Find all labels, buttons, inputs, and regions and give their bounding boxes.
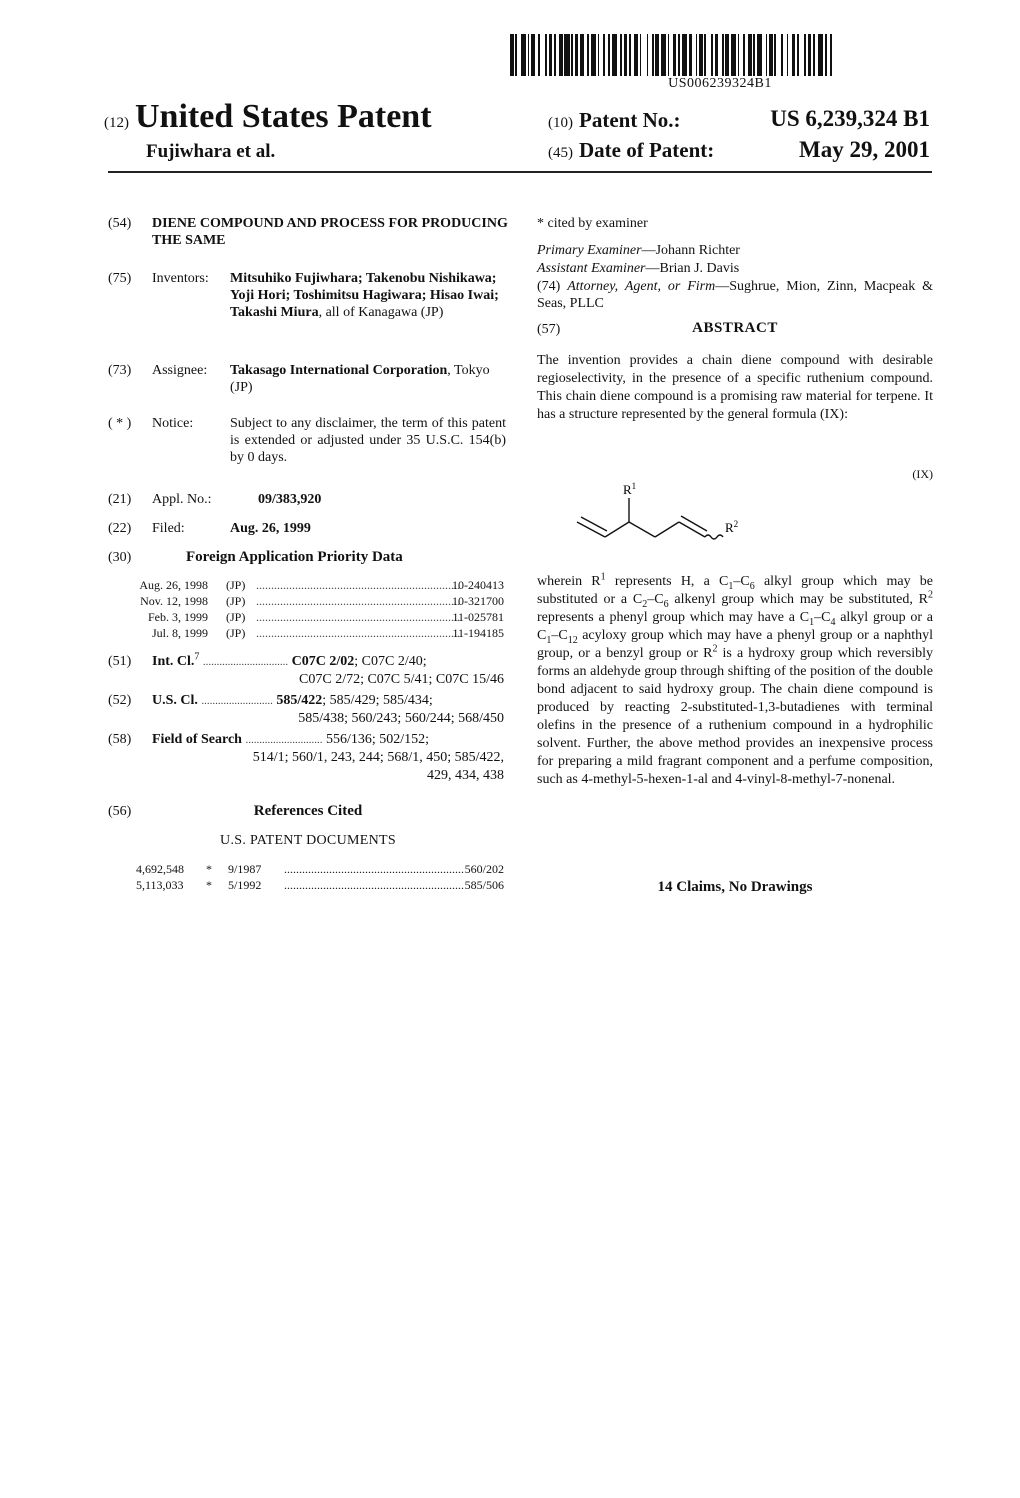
reference-row bbox=[108, 861, 508, 877]
date-label-text: Date of Patent: bbox=[579, 138, 715, 162]
barcode-bar bbox=[766, 34, 768, 76]
us-cl-rest1: ; 585/429; 585/434; bbox=[322, 693, 433, 708]
priority-country: (JP) bbox=[226, 626, 246, 640]
attorney bbox=[537, 278, 933, 312]
leader-dots: .................................................................... bbox=[256, 578, 460, 592]
p2-b: represents H, a C bbox=[605, 574, 729, 589]
sub-c1b: 1 bbox=[809, 616, 815, 628]
barcode-bar bbox=[668, 34, 670, 76]
leader-dots: .................................................................... bbox=[256, 610, 460, 624]
priority-row bbox=[108, 593, 508, 609]
search-rest2: 514/1; 560/1, 243, 244; 568/1, 450; 585/422, bbox=[252, 750, 504, 765]
cited-note: * cited by examiner bbox=[537, 216, 648, 231]
p2-c2: –C bbox=[647, 592, 664, 607]
barcode-bar bbox=[722, 34, 724, 76]
invention-title: DIENE COMPOUND AND PROCESS FOR PRODUCING THE SAME bbox=[152, 216, 508, 248]
barcode-bar bbox=[559, 34, 563, 76]
barcode-bar bbox=[531, 34, 535, 76]
p2-c4: –C bbox=[551, 628, 568, 643]
leader-dots: .................................................................... bbox=[256, 594, 460, 608]
barcode-bar bbox=[738, 34, 740, 76]
barcode-bar bbox=[753, 34, 755, 76]
priority-title: Foreign Application Priority Data bbox=[186, 549, 403, 565]
barcode-bar bbox=[571, 34, 573, 76]
barcode-bar bbox=[647, 34, 649, 76]
barcode-bar bbox=[804, 34, 806, 76]
attorney-name: —Sughrue, Mion, Zinn, Macpeak & Seas, PLLC bbox=[537, 279, 933, 311]
ref-name: ............................................................ bbox=[284, 878, 464, 892]
assignee-location: , Tokyo (JP) bbox=[230, 363, 490, 395]
p2-d: alkyl group which may be substituted or a C bbox=[537, 574, 933, 607]
assignee-name: Takasago International Corporation bbox=[230, 363, 448, 378]
inventors-text bbox=[230, 270, 506, 321]
code-57: (57) bbox=[537, 322, 561, 337]
barcode-bar bbox=[797, 34, 799, 76]
abstract-paragraph-2 bbox=[537, 573, 933, 789]
ref-class: 560/202 bbox=[464, 862, 504, 876]
ref-date: 9/1987 bbox=[228, 862, 262, 876]
reference-row bbox=[108, 877, 508, 893]
code-30: (30) bbox=[108, 550, 132, 565]
barcode-bar bbox=[564, 34, 569, 76]
inventors-label: Inventors: bbox=[152, 271, 209, 286]
appl-no-value: 09/383,920 bbox=[258, 492, 322, 507]
sub-c6b: 6 bbox=[663, 598, 669, 610]
p2-c3: –C bbox=[814, 610, 831, 625]
code-45: (45) bbox=[548, 145, 573, 161]
int-cl-label: Int. Cl. bbox=[152, 654, 195, 669]
patent-number-value: US 6,239,324 B1 bbox=[770, 106, 930, 131]
int-cl-rest1: ; C07C 2/40; bbox=[354, 654, 427, 669]
ref-date: 5/1992 bbox=[228, 878, 262, 892]
us-cl-label: U.S. Cl. bbox=[152, 693, 198, 708]
sub-c1c: 1 bbox=[546, 634, 552, 646]
claims-summary: 14 Claims, No Drawings bbox=[657, 879, 813, 895]
filed-label: Filed: bbox=[152, 521, 185, 536]
barcode-bar bbox=[781, 34, 783, 76]
barcode-bar bbox=[655, 34, 659, 76]
barcode-bar bbox=[598, 34, 600, 76]
barcode-bar bbox=[538, 34, 540, 76]
primary-name: —Johann Richter bbox=[641, 243, 740, 258]
assignee-text bbox=[230, 362, 506, 396]
sub-c2: 2 bbox=[642, 598, 648, 610]
sub-c12: 12 bbox=[567, 634, 578, 646]
bond-5 bbox=[679, 522, 705, 537]
primary-examiner bbox=[537, 242, 933, 259]
authors: Fujiwhara et al. bbox=[146, 141, 276, 162]
barcode-bar bbox=[743, 34, 745, 76]
abstract-title: ABSTRACT bbox=[692, 320, 778, 336]
p2-e: alkenyl group which may be substituted, R bbox=[668, 592, 928, 607]
code-74: (74) bbox=[537, 279, 561, 294]
barcode-bar bbox=[528, 34, 530, 76]
abstract-paragraph-1: The invention provides a chain diene compound with desirable regioselectivity, in the presence of a specific ruthenium compound. This chain diene compound is a promising raw material for terpene. It has a structure represented by the general formula (IX): bbox=[537, 353, 933, 422]
p2-c: –C bbox=[733, 574, 750, 589]
ref-name: ............................................................ bbox=[284, 862, 464, 876]
filed-value: Aug. 26, 1999 bbox=[230, 521, 311, 536]
barcode-bar bbox=[624, 34, 628, 76]
priority-number: 11-025781 bbox=[452, 610, 504, 624]
barcode-bar bbox=[620, 34, 622, 76]
assistant-examiner bbox=[537, 260, 933, 277]
barcode-bar bbox=[640, 34, 642, 76]
us-cl-dots: .......................... bbox=[201, 695, 273, 707]
barcode-bar bbox=[678, 34, 680, 76]
search-label: Field of Search bbox=[152, 732, 242, 747]
search-rest3: 429, 434, 438 bbox=[427, 768, 504, 783]
int-cl-sup: 7 bbox=[194, 651, 200, 663]
sup-r2: 2 bbox=[928, 589, 933, 601]
title-text: United States Patent bbox=[135, 98, 432, 135]
int-cl-line1 bbox=[152, 653, 504, 671]
barcode-bar bbox=[591, 34, 596, 76]
code-51: (51) bbox=[108, 654, 132, 669]
barcode-bar bbox=[818, 34, 823, 76]
sub-c1: 1 bbox=[728, 580, 734, 592]
priority-country: (JP) bbox=[226, 610, 246, 624]
int-cl-rest2: C07C 2/72; C07C 5/41; C07C 15/46 bbox=[299, 672, 504, 687]
patent-type-title bbox=[104, 98, 432, 136]
search-dots: ............................ bbox=[245, 734, 323, 746]
leader-dots: .................................................................... bbox=[256, 626, 460, 640]
barcode-bar bbox=[634, 34, 638, 76]
priority-number: 11-194185 bbox=[452, 626, 504, 640]
priority-row bbox=[108, 609, 508, 625]
code-52: (52) bbox=[108, 693, 132, 708]
code-75: (75) bbox=[108, 271, 132, 286]
search-line1 bbox=[152, 731, 504, 749]
priority-row bbox=[108, 625, 508, 641]
date-value: May 29, 2001 bbox=[799, 137, 930, 162]
references-title: References Cited bbox=[253, 803, 363, 819]
priority-number: 10-240413 bbox=[452, 578, 504, 592]
barcode-bar bbox=[629, 34, 631, 76]
sup-r2b: 2 bbox=[712, 643, 718, 655]
references-subtitle: U.S. PATENT DOCUMENTS bbox=[220, 833, 396, 848]
sub-c6: 6 bbox=[749, 580, 755, 592]
int-cl-main: C07C 2/02 bbox=[291, 654, 355, 669]
r2-label: $R^2$ bbox=[725, 519, 739, 535]
int-cl-dots: ............................... bbox=[202, 656, 289, 668]
patent-no-label-text: Patent No.: bbox=[579, 108, 681, 132]
notice-text: Subject to any disclaimer, the term of this patent is extended or adjusted under 35 U.S.C. 154(b) by 0 days. bbox=[230, 416, 506, 465]
code-notice: ( * ) bbox=[108, 416, 132, 431]
priority-date: Nov. 12, 1998 bbox=[140, 594, 208, 608]
barcode-bar bbox=[689, 34, 693, 76]
ref-class: 585/506 bbox=[464, 878, 504, 892]
sup-r1: 1 bbox=[600, 571, 606, 583]
code-54: (54) bbox=[108, 216, 132, 231]
barcode-bar bbox=[769, 34, 773, 76]
primary-label: Primary Examiner bbox=[537, 243, 642, 258]
barcode-bar bbox=[699, 34, 703, 76]
ref-number: 5,113,033 bbox=[136, 878, 184, 892]
search-rest1: 556/136; 502/152; bbox=[325, 732, 430, 747]
code-12: (12) bbox=[104, 115, 129, 131]
barcode-bar bbox=[673, 34, 677, 76]
date-label bbox=[548, 138, 714, 163]
us-cl-line1 bbox=[152, 692, 504, 710]
bond-3 bbox=[629, 522, 655, 537]
barcode-bar bbox=[808, 34, 812, 76]
formula-label: (IX) bbox=[912, 467, 933, 481]
ref-star: * bbox=[206, 878, 212, 892]
barcode-bar bbox=[704, 34, 706, 76]
code-10: (10) bbox=[548, 115, 573, 131]
barcode-bar bbox=[748, 34, 752, 76]
barcode-bar bbox=[545, 34, 547, 76]
barcode-bar bbox=[580, 34, 584, 76]
barcode-bar bbox=[792, 34, 796, 76]
attorney-label: Attorney, Agent, or Firm bbox=[567, 279, 716, 294]
appl-no-label: Appl. No.: bbox=[152, 492, 212, 507]
barcode-bar bbox=[682, 34, 687, 76]
p2-h: acyloxy group which may have a phenyl group or a naphthyl group, or a benzyl group or R bbox=[537, 628, 933, 661]
p2-a: wherein R bbox=[537, 574, 601, 589]
barcode-bar bbox=[696, 34, 698, 76]
barcode-bar bbox=[774, 34, 776, 76]
barcode-bar bbox=[554, 34, 556, 76]
r1-label: $R^1$ bbox=[623, 481, 637, 497]
barcode bbox=[510, 34, 930, 76]
code-73: (73) bbox=[108, 363, 132, 378]
priority-number: 10-321700 bbox=[452, 594, 504, 608]
priority-country: (JP) bbox=[226, 594, 246, 608]
barcode-bar bbox=[612, 34, 617, 76]
barcode-bar bbox=[510, 34, 514, 76]
bond-1-double bbox=[581, 517, 607, 531]
priority-date: Jul. 8, 1999 bbox=[151, 626, 208, 640]
ref-star: * bbox=[206, 862, 212, 876]
ref-number: 4,692,548 bbox=[136, 862, 184, 876]
code-58: (58) bbox=[108, 732, 132, 747]
header-divider bbox=[108, 171, 932, 173]
barcode-bar bbox=[787, 34, 789, 76]
p2-f: represents a phenyl group which may have a C bbox=[537, 610, 810, 625]
p2-i: is a hydroxy group which reversibly forms an aldehyde group through shifting of the position of the double bond adjacent to said hydroxy group. The chain diene compound is produced by reacting 2-substituted-1,3-butadienes with terminal olefins in the presence of a ruthenium compound in a hydrophilic solvent. Further, the above method provides an inexpensive process for preparing a mild fragrant component and a perfume composition, such as 4-methyl-5-hexen-1-al and 4-vinyl-8-methyl-7-nonenal. bbox=[537, 646, 933, 787]
barcode-bar bbox=[587, 34, 589, 76]
barcode-bar bbox=[757, 34, 762, 76]
assistant-name: —Brian J. Davis bbox=[645, 261, 740, 276]
assignee-label: Assignee: bbox=[152, 363, 208, 378]
barcode-bar bbox=[549, 34, 553, 76]
inventors-location: , all of Kanagawa (JP) bbox=[318, 305, 444, 320]
barcode-bar bbox=[825, 34, 827, 76]
barcode-bar bbox=[661, 34, 666, 76]
priority-date: Feb. 3, 1999 bbox=[148, 610, 208, 624]
barcode-bar bbox=[830, 34, 832, 76]
priority-date: Aug. 26, 1998 bbox=[139, 578, 208, 592]
assistant-label: Assistant Examiner bbox=[537, 261, 646, 276]
barcode-bar bbox=[711, 34, 713, 76]
patent-number-label bbox=[548, 108, 680, 133]
barcode-bar bbox=[813, 34, 815, 76]
chemical-structure bbox=[567, 480, 767, 560]
priority-country: (JP) bbox=[226, 578, 246, 592]
barcode-bar bbox=[652, 34, 654, 76]
bond-2 bbox=[605, 522, 629, 537]
barcode-bar bbox=[603, 34, 605, 76]
code-22: (22) bbox=[108, 521, 132, 536]
barcode-bar bbox=[725, 34, 729, 76]
barcode-bar bbox=[731, 34, 736, 76]
wavy-bond bbox=[705, 535, 723, 539]
barcode-bar bbox=[715, 34, 719, 76]
bond-4 bbox=[655, 522, 679, 537]
barcode-bar bbox=[521, 34, 526, 76]
barcode-bar bbox=[515, 34, 517, 76]
us-cl-rest2: 585/438; 560/243; 560/244; 568/450 bbox=[298, 711, 504, 726]
bond-5-double bbox=[681, 516, 707, 531]
sub-c4: 4 bbox=[830, 616, 836, 628]
barcode-number: US006239324B1 bbox=[668, 76, 772, 91]
code-21: (21) bbox=[108, 492, 132, 507]
us-cl-main: 585/422 bbox=[276, 693, 323, 708]
priority-row bbox=[108, 577, 508, 593]
notice-label: Notice: bbox=[152, 416, 194, 431]
inventor-names: Mitsuhiko Fujiwhara; Takenobu Nishikawa; Yoji Hori; Toshimitsu Hagiwara; Hisao Iwai; Takashi Miura bbox=[230, 271, 499, 320]
p2-g: alkyl group or a C bbox=[537, 610, 933, 643]
bond-1 bbox=[577, 522, 605, 537]
barcode-bar bbox=[575, 34, 579, 76]
barcode-bar bbox=[608, 34, 610, 76]
code-56: (56) bbox=[108, 804, 132, 819]
